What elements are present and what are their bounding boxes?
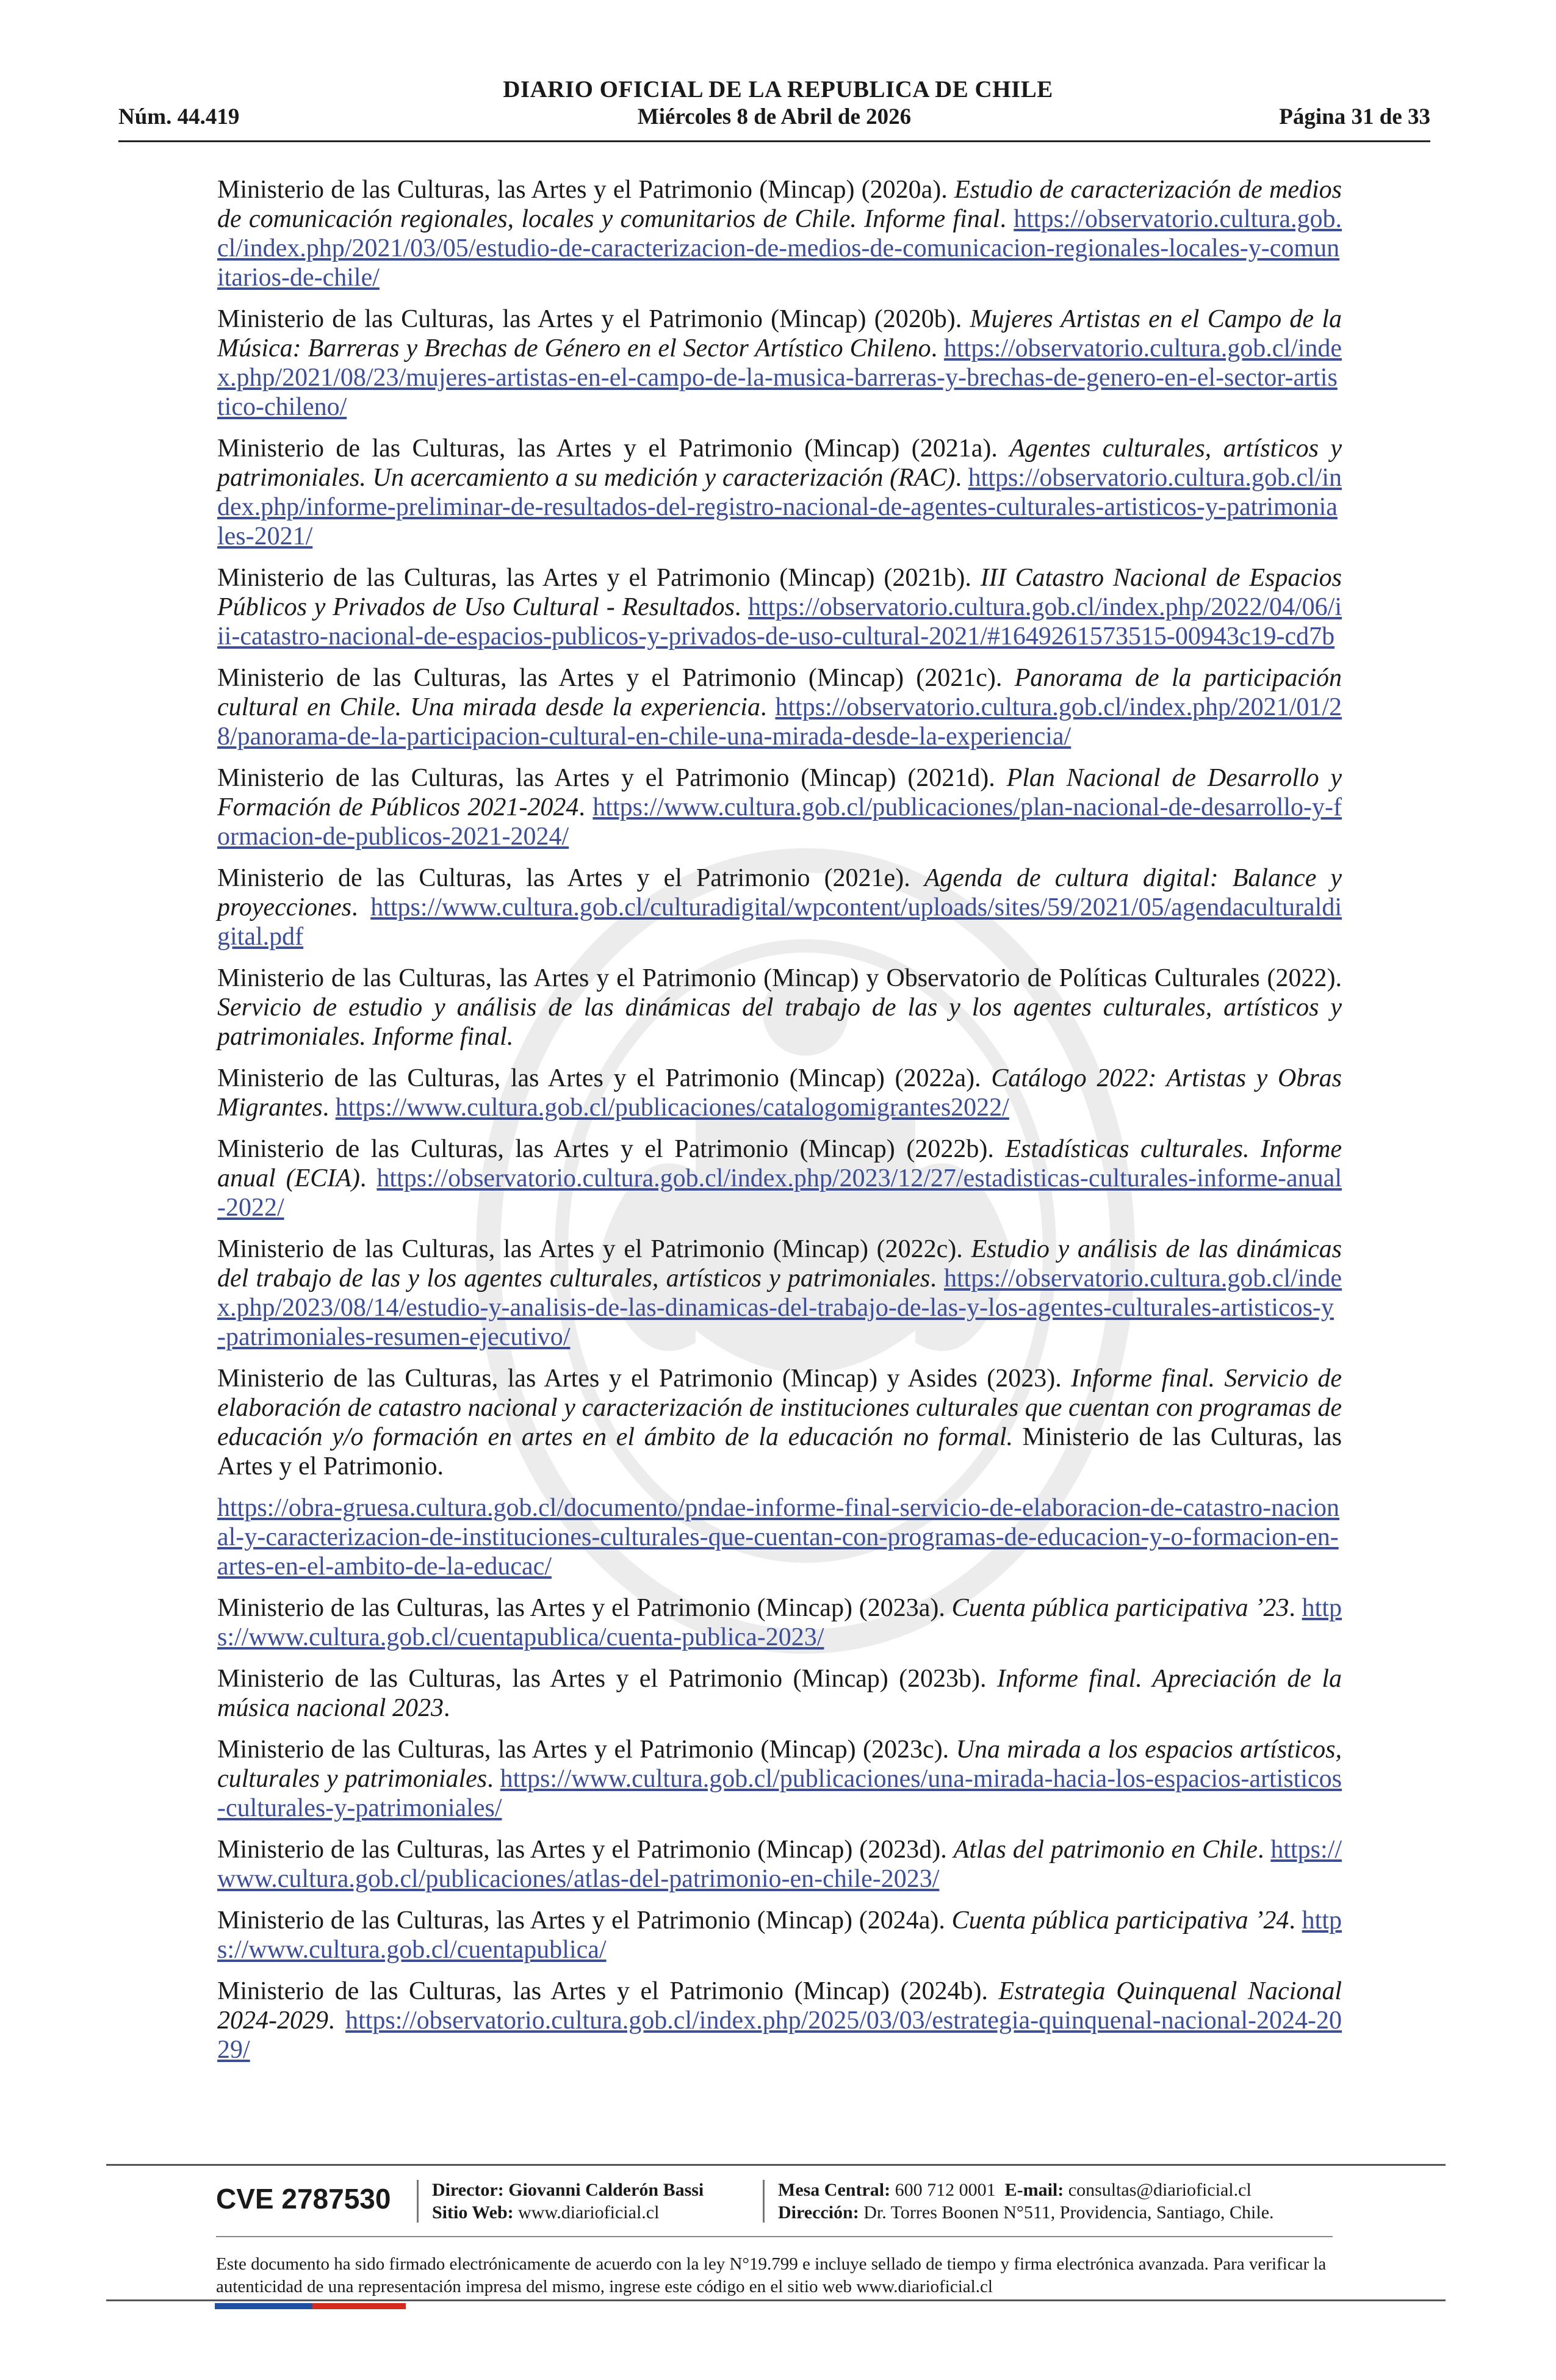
reference-url-link[interactable]: https://www.cultura.gob.cl/publicaciones/una-mirada-hacia-los-espacios-artisticos-culturales-y-patrimoniales/ [217, 1765, 1342, 1822]
reference-author: Ministerio de las Culturas, las Artes y el Patrimonio (Mincap) (2023c). [217, 1736, 956, 1764]
reference-author: Ministerio de las Culturas, las Artes y el Patrimonio (Mincap) (2021c). [217, 664, 1015, 692]
reference-suffix: . [1257, 1836, 1271, 1864]
reference-list [217, 175, 1342, 2077]
flag-stripe-red [312, 2303, 406, 2309]
website-link[interactable]: www.diarioficial.cl [518, 2202, 660, 2223]
reference-author: Ministerio de las Culturas, las Artes y el Patrimonio (Mincap) (2021b). [217, 564, 981, 592]
reference-entry [217, 1134, 1342, 1222]
reference-title: Catálogo 2022: Artistas y Obras Migrantes [217, 1064, 1342, 1122]
reference-entry [217, 1906, 1342, 1964]
reference-author: Ministerio de las Culturas, las Artes y el Patrimonio (Mincap) (2020b). [217, 305, 970, 333]
reference-entry [217, 434, 1342, 551]
reference-author: Ministerio de las Culturas, las Artes y el Patrimonio (Mincap) (2022b). [217, 1135, 1006, 1163]
reference-entry [217, 563, 1342, 651]
reference-suffix: . [322, 1094, 336, 1122]
reference-title: Mujeres Artistas en el Campo de la Música: Barreras y Brechas de Género en el Sector Artístico Chileno [217, 305, 1342, 362]
reference-suffix: Ministerio de las Culturas, las Artes y el Patrimonio. [217, 1423, 1342, 1480]
reference-url-link[interactable]: https://www.cultura.gob.cl/publicaciones/plan-nacional-de-desarrollo-y-formacion-de-publicos-2021-2024/ [217, 793, 1342, 851]
reference-suffix: . [359, 1164, 377, 1192]
signature-notice: Este documento ha sido firmado electrónicamente de acuerdo con la ley N°19.799 e incluye sellado de tiempo y firma electrónica avanzada. Para verificar la autenticidad de una representación impresa del mismo, ingrese este código en el sitio web www.diarioficial.cl [216, 2254, 1327, 2296]
reference-entry [217, 175, 1342, 292]
address-line: Dirección: Dr. Torres Boonen N°511, Providencia, Santiago, Chile. [778, 2202, 1274, 2223]
reference-title: Servicio de estudio y análisis de las dinámicas del trabajo de las y los agentes culturales, artísticos y patrimoniales. Informe final. [217, 993, 1342, 1051]
reference-title: Agentes culturales, artísticos y patrimoniales. Un acercamiento a su medición y caracterización (RAC) [217, 435, 1342, 492]
reference-suffix: . [931, 334, 944, 362]
reference-entry [217, 305, 1342, 422]
reference-author: Ministerio de las Culturas, las Artes y el Patrimonio (Mincap) (2020a). [217, 176, 954, 204]
reference-suffix: . [734, 593, 749, 621]
footer-separator [763, 2180, 765, 2223]
reference-suffix: . [1000, 205, 1014, 233]
reference-suffix: . [578, 793, 593, 821]
reference-title: Panorama de la participación cultural en Chile. Una mirada desde la experiencia [217, 664, 1342, 721]
footer-director-block [432, 2179, 704, 2224]
reference-suffix: . [1289, 1906, 1302, 1935]
reference-url-link[interactable]: https://www.cultura.gob.cl/culturadigital/wpcontent/uploads/sites/59/2021/05/agendaculturaldigital.pdf [217, 893, 1342, 951]
reference-entry [217, 663, 1342, 751]
contact-line: Mesa Central: 600 712 0001 E-mail: consultas@diarioficial.cl [778, 2180, 1252, 2200]
reference-url-link[interactable]: https://www.cultura.gob.cl/publicaciones/atlas-del-patrimonio-en-chile-2023/ [217, 1836, 1342, 1893]
reference-title: Estudio y análisis de las dinámicas del trabajo de las y los agentes culturales, artísticos y patrimoniales [217, 1235, 1342, 1293]
reference-suffix: . [487, 1765, 500, 1793]
reference-entry [217, 1977, 1342, 2064]
reference-url-link[interactable]: https://obra-gruesa.cultura.gob.cl/documento/pndae-informe-final-servicio-de-elaboracion-de-catastro-nacional-y-caracterizacion-de-instituciones-culturales-que-cuentan-con-programas-de-educacion-y-o-formacion-en-artes-en-el-ambito-de-la-educac/ [217, 1494, 1340, 1581]
reference-title: Estadísticas culturales. Informe anual (ECIA) [217, 1135, 1342, 1192]
reference-author: Ministerio de las Culturas, las Artes y el Patrimonio (Mincap) y Asides (2023). [217, 1365, 1072, 1393]
reference-entry [217, 1835, 1342, 1894]
header-divider [118, 140, 1430, 142]
flag-stripe-blue [215, 2303, 312, 2309]
reference-entry [217, 1235, 1342, 1352]
page-number: Página 31 de 33 [1279, 104, 1430, 129]
reference-title: Cuenta pública participativa ’24 [951, 1906, 1289, 1935]
director-line: Director: Giovanni Calderón Bassi [432, 2180, 704, 2200]
reference-url-link[interactable]: https://observatorio.cultura.gob.cl/index.php/2023/12/27/estadisticas-culturales-informe-anual-2022/ [217, 1164, 1342, 1222]
reference-author: Ministerio de las Culturas, las Artes y el Patrimonio (Mincap) (2022c). [217, 1235, 971, 1263]
reference-suffix: . [443, 1694, 450, 1722]
header-row [118, 104, 1430, 134]
footer-contact-block [778, 2179, 1274, 2224]
reference-author: Ministerio de las Culturas, las Artes y el Patrimonio (2021e). [217, 864, 924, 892]
reference-title: Una mirada a los espacios artísticos, culturales y patrimoniales [217, 1736, 1342, 1793]
reference-url-link[interactable]: https://observatorio.cultura.gob.cl/index.php/2021/03/05/estudio-de-caracterizacion-de-medios-de-comunicacion-regionales-locales-y-comunitarios-de-chile/ [217, 205, 1342, 292]
reference-suffix: . [351, 893, 371, 921]
publication-title: DIARIO OFICIAL DE LA REPUBLICA DE CHILE [503, 76, 1053, 103]
reference-suffix: . [955, 464, 968, 492]
reference-title: Informe final. Apreciación de la música nacional 2023 [217, 1665, 1342, 1722]
reference-title: Estudio de caracterización de medios de comunicación regionales, locales y comunitarios de Chile. Informe final [217, 176, 1342, 233]
reference-title: Plan Nacional de Desarrollo y Formación de Públicos 2021-2024 [217, 764, 1342, 821]
reference-url-link[interactable]: https://observatorio.cultura.gob.cl/index.php/informe-preliminar-de-resultados-del-registro-nacional-de-agentes-culturales-artisticos-y-patrimoniales-2021/ [217, 464, 1342, 550]
reference-url-link[interactable]: https://observatorio.cultura.gob.cl/index.php/2023/08/14/estudio-y-analisis-de-las-dinamicas-del-trabajo-de-las-y-los-agentes-culturales-artisticos-y-patrimoniales-resumen-ejecutivo/ [217, 1264, 1342, 1351]
footer-divider-top [106, 2164, 1446, 2166]
reference-entry [217, 864, 1342, 951]
reference-entry [217, 1664, 1342, 1723]
reference-suffix: . [328, 2007, 346, 2035]
reference-entry [217, 1364, 1342, 1481]
reference-suffix: . [760, 693, 776, 721]
reference-author: Ministerio de las Culturas, las Artes y el Patrimonio (Mincap) y Observatorio de Políticas Culturales (2022). [217, 964, 1342, 992]
reference-entry [217, 763, 1342, 851]
reference-suffix: . [930, 1264, 944, 1293]
reference-entry [217, 1064, 1342, 1122]
reference-suffix: . [1289, 1594, 1302, 1622]
reference-url-link[interactable]: https://observatorio.cultura.gob.cl/index.php/2021/01/28/panorama-de-la-participacion-cultural-en-chile-una-mirada-desde-la-experiencia/ [217, 693, 1342, 751]
reference-author: Ministerio de las Culturas, las Artes y el Patrimonio (Mincap) (2024a). [217, 1906, 952, 1935]
issue-date: Miércoles 8 de Abril de 2026 [637, 104, 912, 129]
reference-entry [217, 964, 1342, 1051]
reference-title: Atlas del patrimonio en Chile [953, 1836, 1258, 1864]
reference-author: Ministerio de las Culturas, las Artes y el Patrimonio (Mincap) (2021a). [217, 435, 1010, 463]
reference-url-link[interactable]: https://www.cultura.gob.cl/cuentapublica/cuenta-publica-2023/ [217, 1594, 1342, 1651]
reference-author: Ministerio de las Culturas, las Artes y el Patrimonio (Mincap) (2021d). [217, 764, 1007, 792]
reference-url-link[interactable]: https://observatorio.cultura.gob.cl/index.php/2021/08/23/mujeres-artistas-en-el-campo-de-la-musica-barreras-y-brechas-de-genero-en-el-sector-artistico-chileno/ [217, 334, 1342, 421]
footer-divider-bottom [106, 2299, 1446, 2301]
reference-url-link[interactable]: https://observatorio.cultura.gob.cl/index.php/2022/04/06/iii-catastro-nacional-de-espacios-publicos-y-privados-de-uso-cultural-2021/#1649261573515-00943c19-cd7b [217, 593, 1342, 651]
reference-author: Ministerio de las Culturas, las Artes y el Patrimonio (Mincap) (2023d). [217, 1836, 954, 1864]
website-line: Sitio Web: www.diarioficial.cl [432, 2202, 660, 2223]
reference-entry [217, 1593, 1342, 1652]
reference-url-link[interactable]: https://observatorio.cultura.gob.cl/index.php/2025/03/03/estrategia-quinquenal-nacional-2024-2029/ [217, 2007, 1342, 2064]
issue-number: Núm. 44.419 [118, 104, 240, 129]
reference-author: Ministerio de las Culturas, las Artes y el Patrimonio (Mincap) (2024b). [217, 1977, 999, 2005]
footer-divider-mid [216, 2236, 1333, 2237]
reference-url-link[interactable]: https://www.cultura.gob.cl/publicaciones/catalogomigrantes2022/ [335, 1094, 1009, 1122]
reference-entry [217, 1493, 1342, 1581]
reference-title: Estrategia Quinquenal Nacional 2024-2029 [217, 1977, 1342, 2035]
reference-author: Ministerio de las Culturas, las Artes y el Patrimonio (Mincap) (2023b). [217, 1665, 997, 1693]
reference-author: Ministerio de las Culturas, las Artes y el Patrimonio (Mincap) (2022a). [217, 1064, 992, 1092]
reference-url-link[interactable]: https://www.cultura.gob.cl/cuentapublica/ [217, 1906, 1342, 1964]
reference-author: Ministerio de las Culturas, las Artes y el Patrimonio (Mincap) (2023a). [217, 1594, 952, 1622]
cve-code: CVE 2787530 [216, 2183, 391, 2215]
reference-title: Cuenta pública participativa ’23 [951, 1594, 1289, 1622]
email-link[interactable]: consultas@diarioficial.cl [1068, 2180, 1252, 2200]
reference-entry [217, 1735, 1342, 1823]
footer-separator [417, 2180, 419, 2223]
reference-title: III Catastro Nacional de Espacios Públicos y Privados de Uso Cultural - Resultados [217, 564, 1342, 621]
reference-title: Agenda de cultura digital: Balance y proyecciones [217, 864, 1342, 921]
reference-title: Informe final. Servicio de elaboración de catastro nacional y caracterización de instituciones culturales que cuentan con programas de educación y/o formación en artes en el ámbito de la educación no formal. [217, 1365, 1342, 1451]
